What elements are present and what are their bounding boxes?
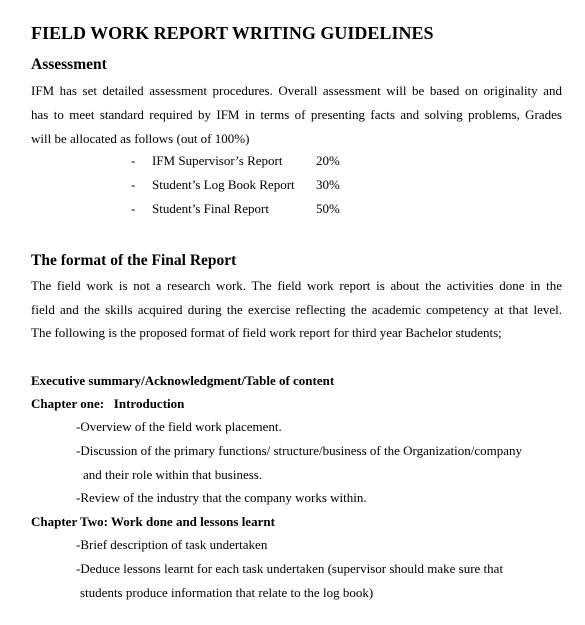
grade-item-name: IFM Supervisor’s Report (152, 153, 283, 168)
chapter-one-item: -Review of the industry that the company works within. (76, 490, 367, 505)
chapter-two-item: -Deduce lessons learnt for each task undertaken (supervisor should make sure that (76, 561, 504, 576)
chapter-two-item: students produce information that relate to the log book) (80, 585, 374, 600)
format-heading: The format of the Final Report (31, 252, 237, 269)
chapter-two-item: -Brief description of task undertaken (76, 537, 268, 552)
chapter-two-heading: Chapter Two: Work done and lessons learnt (31, 514, 275, 529)
bullet-dash: - (131, 201, 136, 216)
chapter-one-item: -Discussion of the primary functions/ structure/business of the Organization/company (76, 443, 522, 458)
grade-item-percent: 30% (316, 177, 340, 192)
chapter-one-heading: Chapter one: Introduction (31, 396, 185, 411)
assessment-paragraph-line-2: has to meet standard required by IFM in terms of presenting facts and solving problems, Grades (31, 107, 562, 122)
bullet-dash: - (131, 177, 136, 192)
chapter-one-item: -Overview of the field work placement. (76, 419, 282, 434)
grade-item-name: Student’s Final Report (152, 201, 269, 216)
format-paragraph-line-1: The field work is not a research work. The field work report is about the activities done in the (31, 278, 562, 293)
assessment-paragraph-line-3: will be allocated as follows (out of 100%) (31, 131, 250, 146)
assessment-paragraph-line-1: IFM has set detailed assessment procedures. Overall assessment will be based on originality and (31, 83, 562, 98)
grade-item-name: Student’s Log Book Report (152, 177, 295, 192)
grade-item-percent: 20% (316, 153, 340, 168)
assessment-heading: Assessment (31, 56, 107, 73)
bullet-dash: - (131, 153, 136, 168)
format-paragraph-line-3: The following is the proposed format of field work report for third year Bachelor students; (31, 325, 502, 340)
document-title: FIELD WORK REPORT WRITING GUIDELINES (31, 23, 434, 43)
chapter-one-item: and their role within that business. (83, 467, 263, 482)
format-paragraph-line-2: field and the skills acquired during the exercise reflecting the academic competency at that level. (31, 302, 562, 317)
executive-summary-heading: Executive summary/Acknowledgment/Table of content (31, 373, 335, 388)
grade-item-percent: 50% (316, 201, 340, 216)
